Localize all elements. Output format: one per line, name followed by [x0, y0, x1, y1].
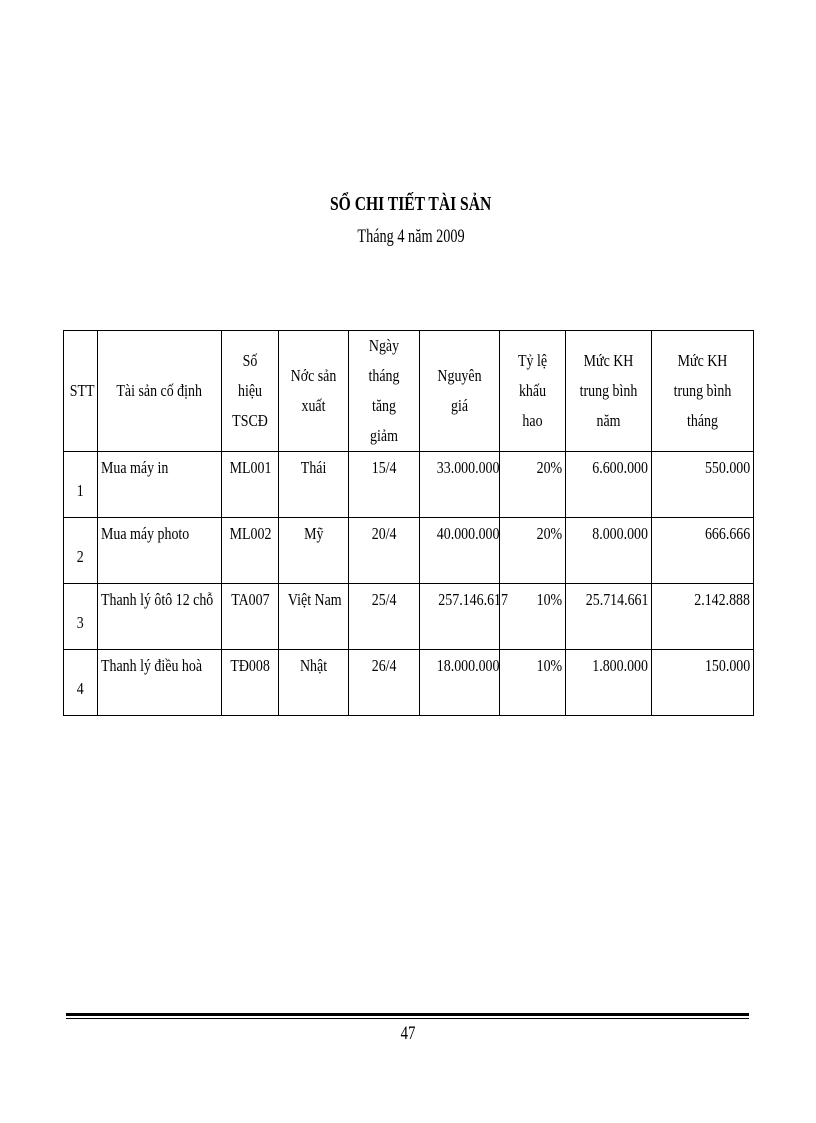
cell-original-cost: 33.000.000	[420, 452, 500, 518]
cell-asset-name: Mua máy in	[98, 452, 222, 518]
cell-annual: 1.800.000	[566, 650, 652, 716]
table-row	[64, 452, 754, 518]
header-country: Nớc sản xuất	[279, 331, 349, 452]
cell-annual: 25.714.661	[566, 584, 652, 650]
header-date-change: Ngày tháng tăng giảm	[349, 331, 420, 452]
cell-annual: 6.600.000	[566, 452, 652, 518]
footer-divider-thin	[66, 1018, 749, 1019]
cell-asset-code: TĐ008	[222, 650, 279, 716]
cell-country: Thái	[279, 452, 349, 518]
cell-stt: 2	[64, 518, 98, 584]
cell-original-cost: 40.000.000	[420, 518, 500, 584]
cell-asset-code: ML001	[222, 452, 279, 518]
asset-detail-table	[63, 330, 754, 716]
document-title: SỔ CHI TIẾT TÀI SẢN	[329, 193, 492, 215]
cell-date: 20/4	[349, 518, 420, 584]
cell-asset-code: ML002	[222, 518, 279, 584]
header-stt: STT	[64, 331, 98, 452]
cell-rate: 10%	[500, 584, 566, 650]
table-header-row	[64, 331, 754, 452]
cell-asset-name: Mua máy photo	[98, 518, 222, 584]
cell-monthly: 666.666	[652, 518, 754, 584]
cell-asset-name: Thanh lý điều hoà	[98, 650, 222, 716]
page-number: 47	[400, 1023, 416, 1044]
cell-asset-code: TA007	[222, 584, 279, 650]
cell-rate: 20%	[500, 452, 566, 518]
document-subtitle: Tháng 4 năm 2009	[357, 226, 465, 247]
cell-rate: 10%	[500, 650, 566, 716]
header-original-cost: Nguyên giá	[420, 331, 500, 452]
cell-monthly: 2.142.888	[652, 584, 754, 650]
cell-monthly: 150.000	[652, 650, 754, 716]
table-row	[64, 584, 754, 650]
cell-date: 25/4	[349, 584, 420, 650]
table-row	[64, 650, 754, 716]
cell-stt: 1	[64, 452, 98, 518]
cell-rate: 20%	[500, 518, 566, 584]
cell-stt: 3	[64, 584, 98, 650]
footer-divider-thick	[66, 1013, 749, 1016]
table-row	[64, 518, 754, 584]
cell-original-cost: 257.146.617	[420, 584, 500, 650]
cell-annual: 8.000.000	[566, 518, 652, 584]
header-annual-depreciation: Mức KH trung bình năm	[566, 331, 652, 452]
cell-date: 26/4	[349, 650, 420, 716]
cell-monthly: 550.000	[652, 452, 754, 518]
cell-original-cost: 18.000.000	[420, 650, 500, 716]
cell-country: Nhật	[279, 650, 349, 716]
cell-date: 15/4	[349, 452, 420, 518]
cell-asset-name: Thanh lý ôtô 12 chỗ	[98, 584, 222, 650]
header-depreciation-rate: Tỷ lệ khấu hao	[500, 331, 566, 452]
cell-country: Việt Nam	[279, 584, 349, 650]
header-asset-code: Số hiệu TSCĐ	[222, 331, 279, 452]
cell-stt: 4	[64, 650, 98, 716]
header-fixed-asset: Tài sản cố định	[98, 331, 222, 452]
cell-country: Mỹ	[279, 518, 349, 584]
header-monthly-depreciation: Mức KH trung bình tháng	[652, 331, 754, 452]
